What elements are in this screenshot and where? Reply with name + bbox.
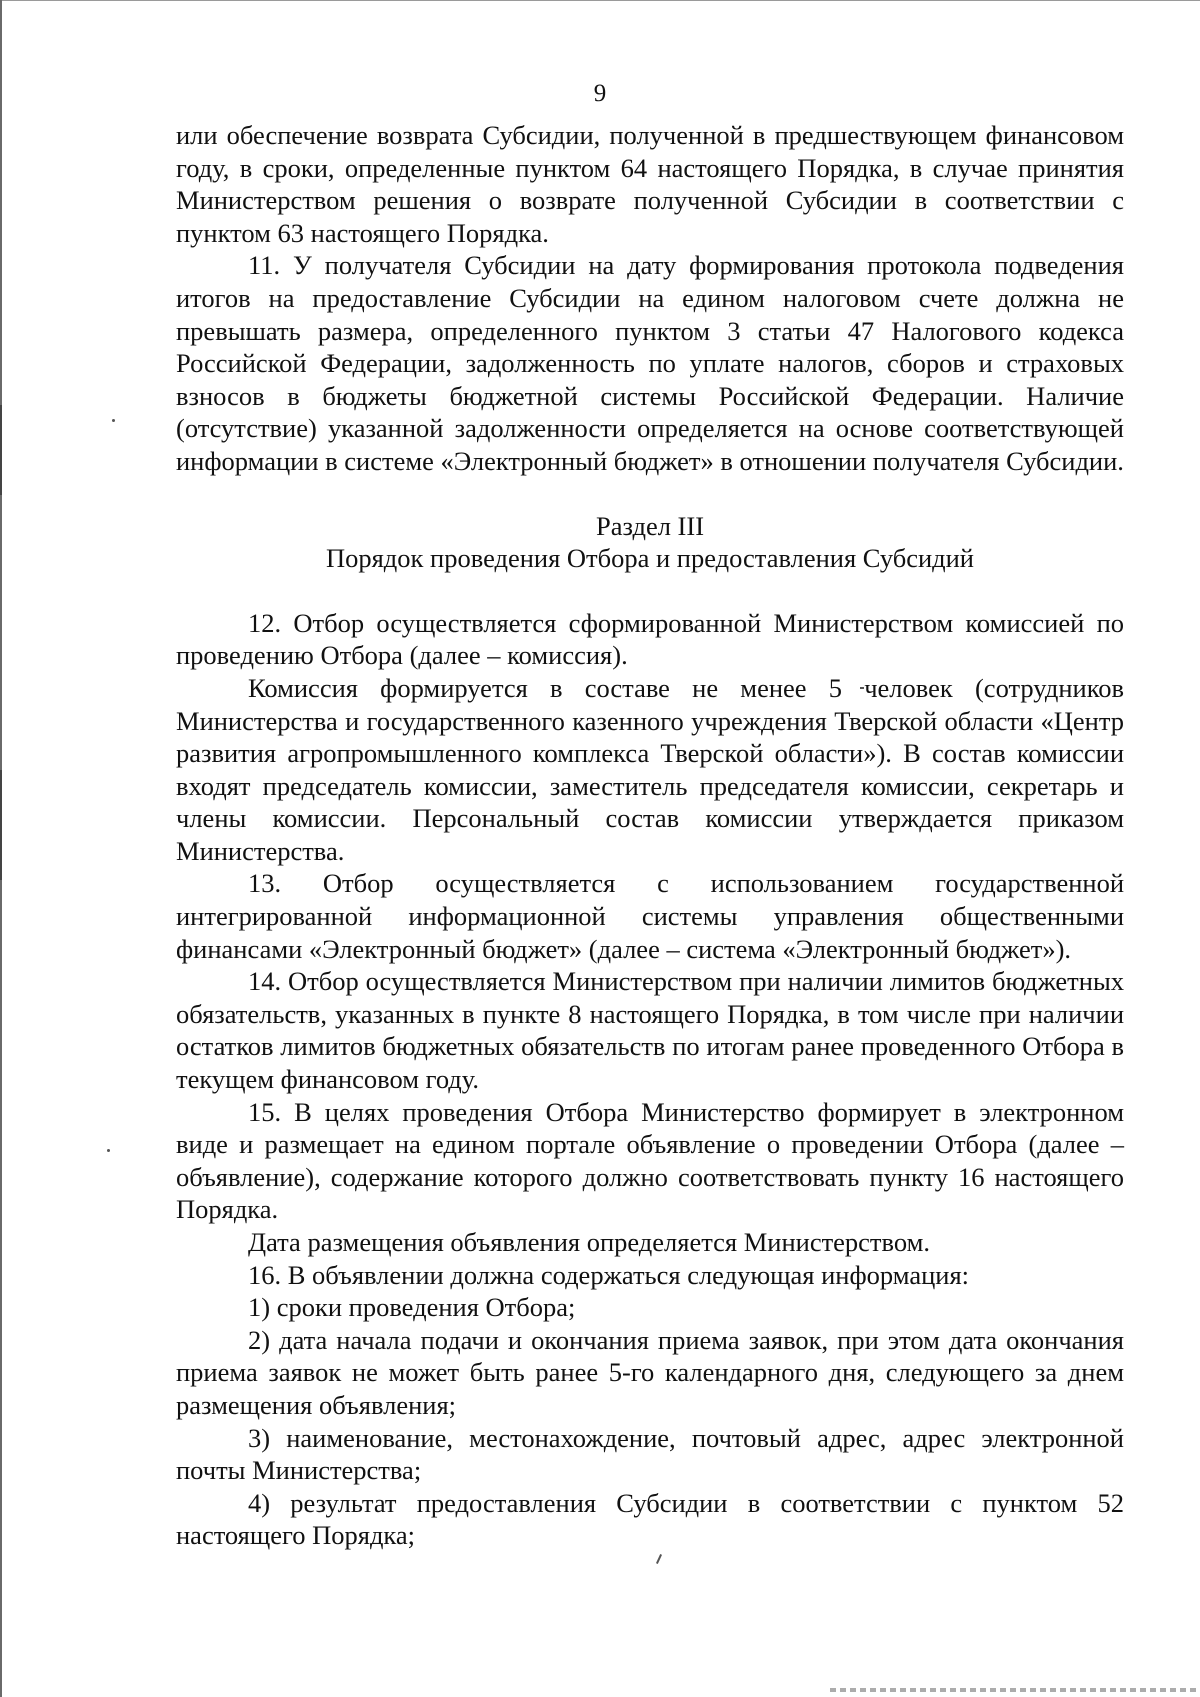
paragraph-item-15: 15. В целях проведения Отбора Министерство формирует в электронном виде и размещает на едином портале объявление о проведении Отбора (далее – объявление), содержание которого должно соответствовать пункту 16 настоящего Порядка.	[176, 1096, 1124, 1225]
section-label: Раздел III	[595, 510, 705, 541]
document-body	[176, 119, 1124, 1552]
scan-speck	[112, 419, 115, 422]
paragraph-item-13: 13. Отбор осуществляется с использованием государственной интегрированной информационной системы управления общественными финансами «Электронный бюджет» (далее – система «Электронный бюджет»).	[176, 868, 1124, 964]
list-item-16-4: 4) результат предоставления Субсидии в соответствии с пунктом 52 настоящего Порядка;	[176, 1487, 1124, 1551]
scan-speck	[107, 1149, 110, 1152]
scan-bottom-noise	[830, 1688, 1200, 1692]
list-item-16-1: 1) сроки проведения Отбора;	[248, 1292, 576, 1323]
paragraph-item-14: 14. Отбор осуществляется Министерством при наличии лимитов бюджетных обязательств, указанных в пункте 8 настоящего Порядка, в том числе при наличии остатков лимитов бюджетных обязательств по итогам ранее проведенного Отбора в текущем финансовом году.	[176, 966, 1124, 1095]
paragraph-announcement-date: Дата размещения объявления определяется Министерством.	[248, 1227, 930, 1257]
paragraph-continuation: или обеспечение возврата Субсидии, полученной в предшествующем финансовом году, в сроки, определенные пунктом 64 настоящего Порядка, в случае принятия Министерством решения о возврате полученной Субсидии в соответствии с пунктом 63 настоящего Порядка.	[176, 120, 1124, 248]
scan-mark-left-1	[0, 405, 2, 495]
paragraph-item-16: 16. В объявлении должна содержаться следующая информация:	[248, 1259, 969, 1290]
scan-mark-left-2	[0, 770, 2, 880]
paragraph-commission: Комиссия формируется в составе не менее 5 человек (сотрудников Министерства и государственного казенного учреждения Тверской области «Центр развития агропромышленного комплекса Тверской области»). В состав комиссии входят председатель комиссии, заместитель председателя комиссии, секретарь и члены комиссии. Персональный состав комиссии утверждается приказом Министерства.	[176, 672, 1124, 866]
paragraph-item-12: 12. Отбор осуществляется сформированной Министерством комиссией по проведению Отбора (далее – комиссия).	[176, 607, 1124, 671]
list-item-16-2: 2) дата начала подачи и окончания приема заявок, при этом дата окончания приема заявок не может быть ранее 5-го календарного дня, следующего за днем размещения объявления;	[176, 1324, 1124, 1420]
page-number: 9	[593, 80, 607, 107]
list-item-16-3: 3) наименование, местонахождение, почтовый адрес, адрес электронной почты Министерства;	[176, 1422, 1124, 1486]
paragraph-item-11: 11. У получателя Субсидии на дату формирования протокола подведения итогов на предоставление Субсидии на едином налоговом счете должна не превышать размера, определенного пунктом 3 статьи 47 Налогового кодекса Российской Федерации, задолженность по уплате налогов, сборов и страховых взносов в бюджеты бюджетной системы Российской Федерации. Наличие (отсутствие) указанной задолженности определяется на основе соответствующей информации в системе «Электронный бюджет» в отношении получателя Субсидии.	[176, 250, 1124, 476]
scan-speck	[656, 1554, 662, 1564]
section-title: Порядок проведения Отбора и предоставления Субсидий	[325, 543, 974, 574]
page-top-edge	[0, 0, 1200, 1]
